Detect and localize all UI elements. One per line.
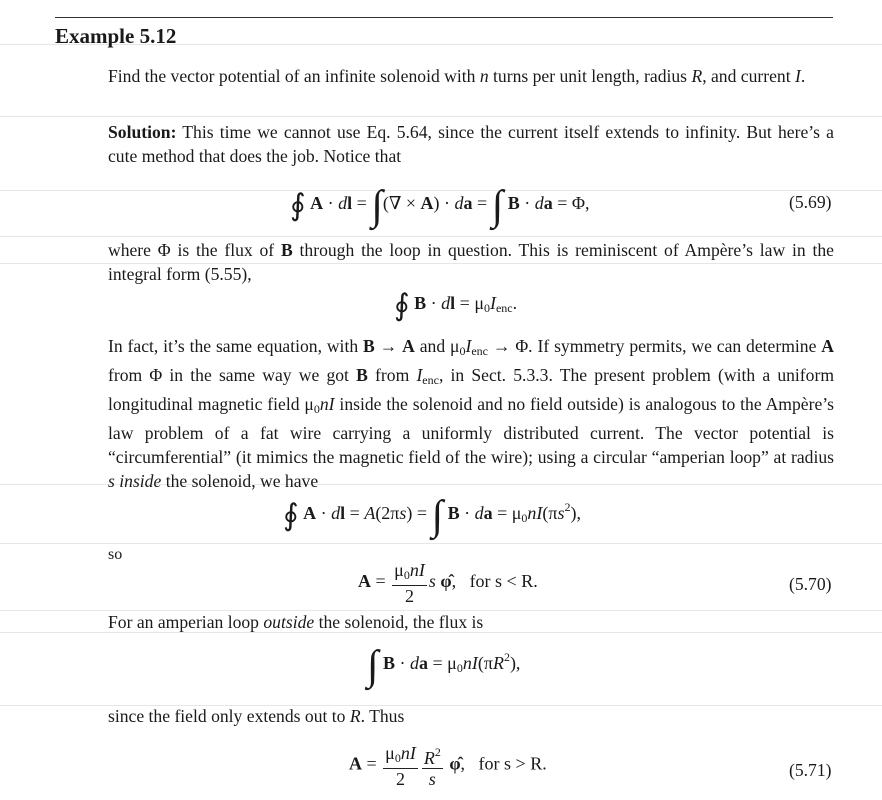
equation-number: (5.71) (789, 760, 832, 780)
equation-number: (5.70) (789, 574, 832, 594)
guide-line (0, 116, 882, 117)
equation-5-70: A = $\frac{\mu_0nI}{2}$ s φ̂, for s < R. (358, 560, 538, 606)
guide-line (0, 543, 882, 544)
equation-amperes-law: ∮ B · dl = $\mu_0I_{enc}$. (394, 289, 518, 322)
equation-number: (5.69) (789, 192, 832, 212)
condition-inside: for s < R. (469, 571, 538, 592)
guide-line (0, 236, 882, 237)
problem-statement: Find the vector potential of an infinite solenoid with n turns per unit length, radius R, and current I. (108, 66, 806, 86)
example-title: Example 5.12 (55, 24, 177, 48)
top-rule (55, 17, 833, 18)
condition-outside: for s > R. (478, 753, 547, 774)
solution-paragraph: Solution: This time we cannot use Eq. 5.64, since the current itself extends to infinity. But here’s a cute method that does the job. Notice that (108, 122, 834, 166)
paragraph-outside: For an amperian loop outside the solenoid, the flux is (108, 612, 484, 632)
paragraph-field-extent: since the field only extends out to R. Thus (108, 706, 405, 726)
equation-flux-outside: ∫ B · da = $\mu_0nI(\pi R^2)$, (367, 643, 521, 689)
solution-label: Solution: (108, 122, 177, 142)
equation-amperian-loop: ∮ A · dl = A(2πs) = ∫ B · da = $\mu_0nI(\pi s^2)$, (283, 493, 582, 539)
paragraph-same-equation: In fact, it’s the same equation, with B → A and $\mu_0I_{enc} \to \Phi$. If symmetry permits, we can determine A from Φ in the same way we got B from $I_{enc}$, in Sect. 5.3.3. The present problem (with a uniform longitudinal magnetic field $\mu_0nI$ inside the solenoid and no field outside) is analogous to the Ampère’s law problem of a fat wire carrying a uniformly distributed current. The vector potential is “circumferential” (it mimics the magnetic field of the wire); using a circular “amperian loop” at radius s inside the solenoid, we have (108, 336, 835, 491)
equation-5-71: A = $\frac{\mu_0nI}{2}$ $\frac{R^2}{s}$ φ̂, for s > R. (349, 742, 547, 789)
paragraph-flux: where Φ is the flux of B through the loop in question. This is reminiscent of Ampère’s law in the integral form (5.55), (108, 240, 834, 284)
equation-5-69: ∮ A · dl = ∫(∇ × A) · da = ∫ B · da = Φ, (290, 183, 590, 229)
so-text: so (108, 546, 123, 563)
